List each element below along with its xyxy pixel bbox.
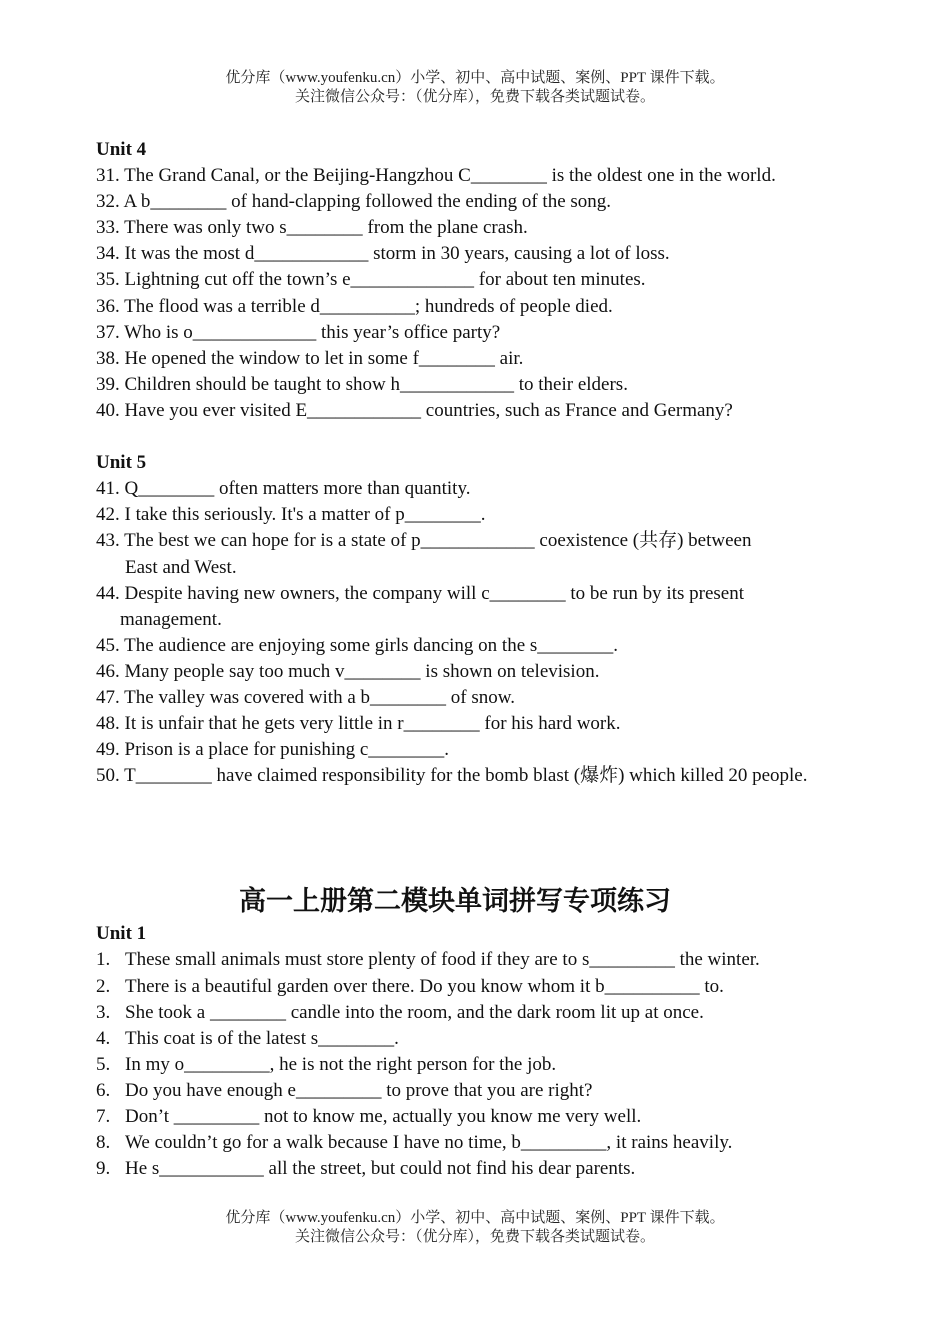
exercise-44-continued: management. xyxy=(120,608,222,630)
exercise-48: 48. It is unfair that he gets very little in r________ for his hard work. xyxy=(96,713,621,735)
section-spacer xyxy=(96,789,886,885)
exercise-39: 39. Children should be taught to show h____________ to their elders. xyxy=(96,373,628,395)
exercise-49: 49. Prison is a place for punishing c________. xyxy=(96,739,450,761)
worksheet-content xyxy=(96,137,886,1182)
header-line-1: 优分库（www.youfenku.cn）小学、初中、高中试题、案例、PPT 课件下载。 xyxy=(225,70,725,86)
module2-exercise-4 xyxy=(96,1026,886,1052)
exercise-text: Don’t _________ not to know me, actually you know me very well. xyxy=(125,1106,642,1127)
exercise-42: 42. I take this seriously. It's a matter of p________. xyxy=(96,504,486,526)
unit4-title: Unit 4 xyxy=(96,139,147,160)
module2-unit1-title: Unit 1 xyxy=(96,923,147,945)
module2-exercise-2 xyxy=(96,974,886,1000)
exercise-35: 35. Lightning cut off the town’s e_____________ for about ten minutes. xyxy=(96,269,646,291)
module2-exercise-3 xyxy=(96,1000,886,1026)
exercise-46: 46. Many people say too much v________ is shown on television. xyxy=(96,660,600,682)
exercise-36: 36. The flood was a terrible d__________; hundreds of people died. xyxy=(96,295,613,317)
exercise-number: 4. xyxy=(96,1027,111,1049)
exercise-text: He s___________ all the street, but could not find his dear parents. xyxy=(125,1158,636,1180)
exercise-32: 32. A b________ of hand-clapping followed the ending of the song. xyxy=(96,191,612,213)
exercise-text: We couldn’t go for a walk because I have no time, b_________, it rains heavily. xyxy=(125,1132,733,1154)
module2-exercise-1 xyxy=(96,947,886,973)
exercise-number: 8. xyxy=(96,1132,111,1154)
exercise-text: These small animals must store plenty of food if they are to s_________ the winter. xyxy=(125,949,760,971)
exercise-number: 1. xyxy=(96,949,111,971)
section-spacer xyxy=(96,424,886,450)
page-footer xyxy=(0,1209,950,1247)
exercise-number: 7. xyxy=(96,1106,111,1127)
exercise-50: 50. T________ have claimed responsibility for the bomb blast (爆炸) which killed 20 people. xyxy=(96,765,808,787)
exercise-text: In my o_________, he is not the right person for the job. xyxy=(125,1053,557,1075)
exercise-text: This coat is of the latest s________. xyxy=(125,1027,399,1049)
exercise-37: 37. Who is o_____________ this year’s office party? xyxy=(96,321,501,343)
header-line-2: 关注微信公众号：（优分库），免费下载各类试题试卷。 xyxy=(294,89,655,105)
exercise-38: 38. He opened the window to let in some f________ air. xyxy=(96,347,524,369)
unit5-title: Unit 5 xyxy=(96,452,147,474)
page-header xyxy=(0,69,950,107)
exercise-text: There is a beautiful garden over there. Do you know whom it b__________ to. xyxy=(125,975,724,997)
exercise-number: 5. xyxy=(96,1053,111,1075)
footer-line-1: 优分库（www.youfenku.cn）小学、初中、高中试题、案例、PPT 课件下载。 xyxy=(225,1210,725,1226)
exercise-44: 44. Despite having new owners, the company will c________ to be run by its present xyxy=(96,582,744,604)
module2-exercise-5 xyxy=(96,1052,886,1078)
exercise-33: 33. There was only two s________ from the plane crash. xyxy=(96,217,528,239)
module2-exercise-9 xyxy=(96,1156,886,1182)
exercise-text: She took a ________ candle into the room, and the dark room lit up at once. xyxy=(125,1001,704,1023)
exercise-text: Do you have enough e_________ to prove that you are right? xyxy=(125,1079,593,1101)
exercise-40: 40. Have you ever visited E____________ countries, such as France and Germany? xyxy=(96,399,733,421)
exercise-31: 31. The Grand Canal, or the Beijing-Hangzhou C________ is the oldest one in the world. xyxy=(96,165,776,187)
module2-exercise-8 xyxy=(96,1130,886,1156)
exercise-number: 2. xyxy=(96,975,111,997)
exercise-41: 41. Q________ often matters more than quantity. xyxy=(96,478,471,500)
module2-exercise-6 xyxy=(96,1078,886,1104)
module2-exercise-7 xyxy=(96,1104,886,1130)
exercise-34: 34. It was the most d____________ storm in 30 years, causing a lot of loss. xyxy=(96,243,670,265)
exercise-number: 6. xyxy=(96,1079,111,1101)
exercise-45: 45. The audience are enjoying some girls dancing on the s________. xyxy=(96,634,619,656)
module2-title: 高一上册第二模块单词拼写专项练习 xyxy=(239,886,671,918)
exercise-47: 47. The valley was covered with a b________ of snow. xyxy=(96,686,515,708)
exercise-number: 9. xyxy=(96,1158,111,1180)
exercise-43: 43. The best we can hope for is a state of p____________ coexistence (共存) between xyxy=(96,530,752,552)
exercise-number: 3. xyxy=(96,1001,111,1023)
footer-line-2: 关注微信公众号：（优分库），免费下载各类试题试卷。 xyxy=(294,1229,655,1245)
exercise-43-continued: East and West. xyxy=(125,556,237,578)
